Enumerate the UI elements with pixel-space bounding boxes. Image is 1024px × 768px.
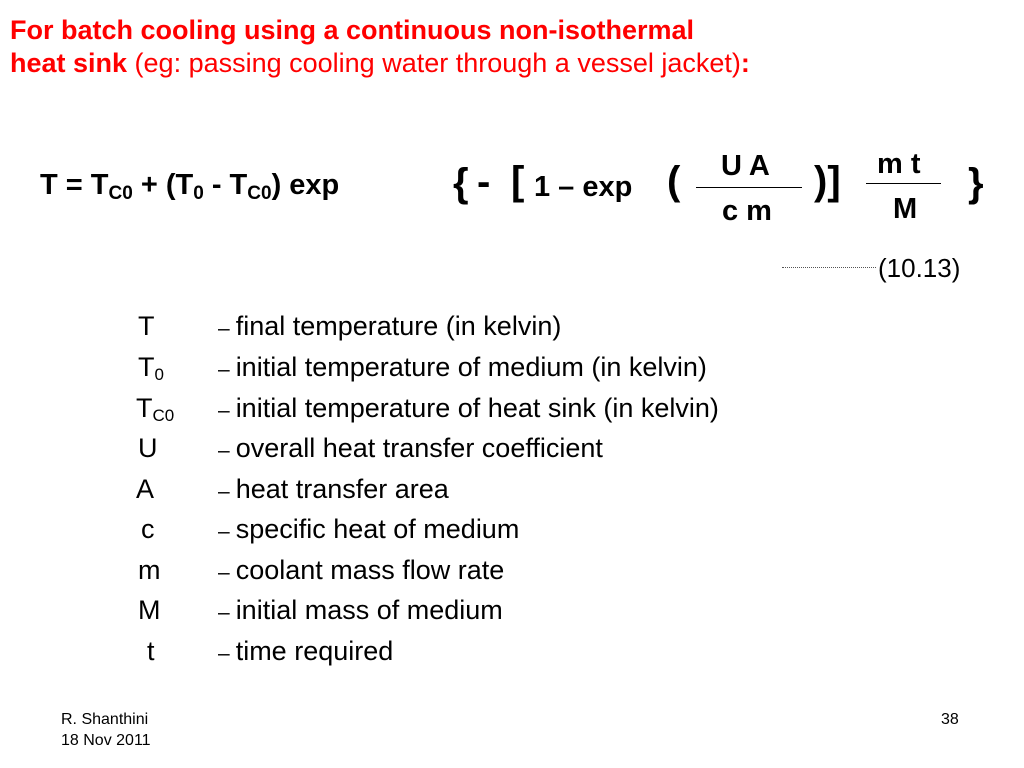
def-symbol: T <box>138 311 155 341</box>
def-symbol: c <box>141 514 155 544</box>
eq-sub-c0-second: C0 <box>247 183 272 204</box>
def-symbol: $T_{C0}$ <box>136 393 175 425</box>
footer-author-block <box>61 709 151 751</box>
def-description: – overall heat transfer coefficient <box>218 433 603 463</box>
def-description: – specific heat of medium <box>218 514 520 544</box>
eq-one-minus-exp: 1 – exp <box>534 171 633 203</box>
eq-text-lhs: T = T <box>40 169 109 201</box>
eq-number-leader <box>782 267 876 268</box>
eq-text-exp: ) exp <box>271 169 340 201</box>
def-description: – final temperature (in kelvin) <box>218 311 562 341</box>
def-description: – initial temperature of heat sink (in kelvin) <box>218 393 719 423</box>
eq-frac1-denominator: c m <box>722 195 772 227</box>
slide-number: 38 <box>941 711 959 728</box>
def-description: – time required <box>218 636 394 666</box>
heading-line-1: For batch cooling using a continuous non-isothermal <box>10 15 695 45</box>
eq-frac1-numerator: U A <box>721 150 770 182</box>
eq-sub-0: 0 <box>193 183 204 204</box>
def-symbol: $T_0$ <box>138 352 164 384</box>
def-description: – initial mass of medium <box>218 595 503 625</box>
eq-frac1-bar <box>696 187 802 188</box>
heading-example: (eg: passing cooling water through a vessel jacket) <box>127 48 741 78</box>
eq-frac2-numerator: m t <box>877 148 921 180</box>
equation-lhs <box>40 169 340 204</box>
eq-paren-open: ( <box>667 159 681 203</box>
eq-frac2-denominator: M <box>893 193 918 225</box>
footer-date: 18 Nov 2011 <box>61 732 151 749</box>
footer-author: R. Shanthini <box>61 711 149 728</box>
heading-line-2 <box>10 47 750 80</box>
eq-frac2-bar <box>866 183 941 184</box>
def-description: – heat transfer area <box>218 474 449 504</box>
def-symbol: m <box>138 555 161 585</box>
heading-bold-term: heat sink <box>10 48 128 78</box>
equation-number: (10.13) <box>878 253 961 283</box>
eq-sub-c0-first: C0 <box>108 183 133 204</box>
def-symbol: A <box>136 474 155 504</box>
def-symbol: t <box>147 636 155 666</box>
eq-bracket-open: [ <box>511 159 525 203</box>
eq-minus: - <box>477 160 491 204</box>
eq-text-plus: + (T <box>132 169 194 201</box>
eq-brace-open: { <box>453 161 469 205</box>
eq-text-minus: - T <box>203 169 248 201</box>
slide-heading <box>10 14 750 80</box>
eq-brace-close: } <box>968 161 984 205</box>
heading-colon: : <box>740 48 750 78</box>
def-description: – initial temperature of medium (in kelvin) <box>218 352 707 382</box>
def-symbol: M <box>138 595 161 625</box>
def-symbol: U <box>138 433 158 463</box>
def-description: – coolant mass flow rate <box>218 555 505 585</box>
eq-close-paren-bracket: )] <box>814 159 841 203</box>
